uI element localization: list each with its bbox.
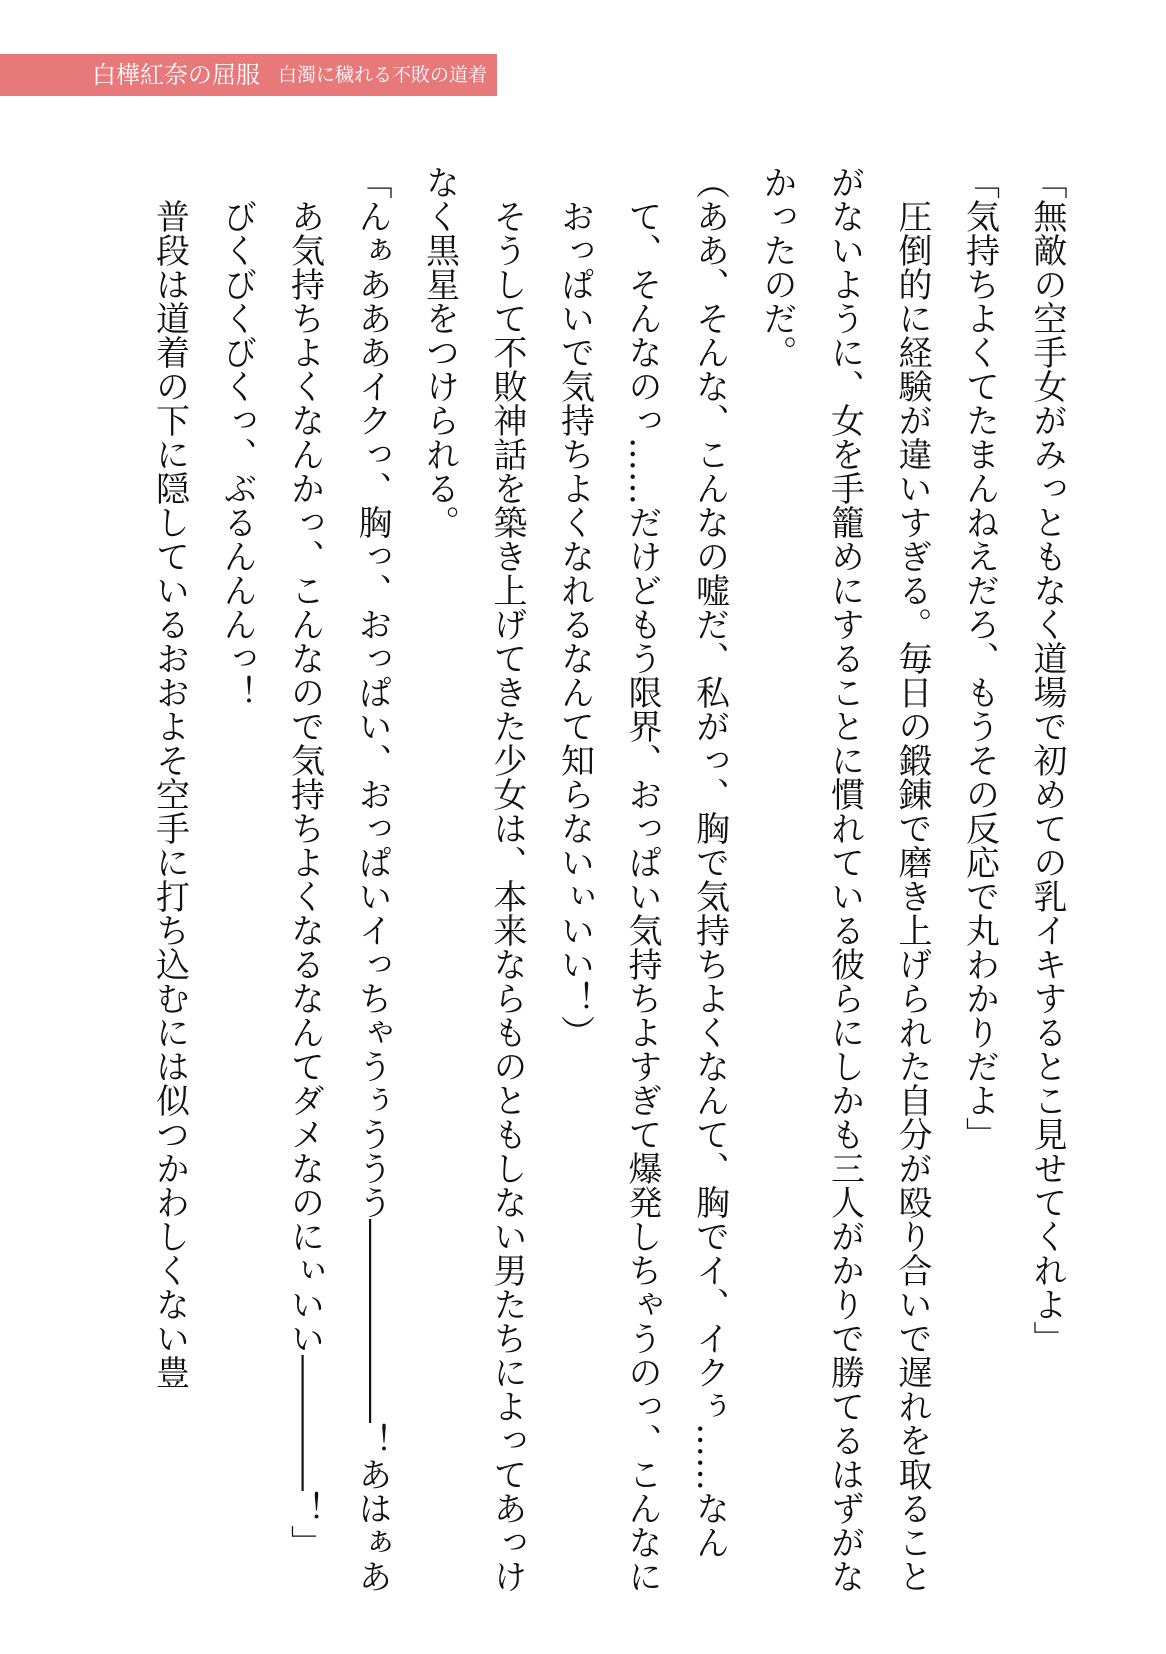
paragraph: 「んぁあああイクっ、胸っ、おっぱい、おっぱいイっちゃうぅううう――――――！あはぁああ気持ちよくなんかっ、こんなので気持ちよくなるなんてダメなのにぃいい――――！」 [284, 165, 392, 1593]
paragraph: びくびくびくっ、ぶるんんんっ！ [217, 199, 257, 709]
paragraph: 普段は道着の下に隠しているおおよそ空手に打ち込むには似つかわしくない豊 [149, 199, 190, 1389]
paragraph: （ああ、そんな、こんなの嘘だ、私がっ、胸で気持ちよくなんて、胸でイ、イクぅ……なんて、そんなのっ……だけどもう限界、おっぱい気持ちよすぎて爆発しちゃうのっ、こんなにおっぱいで気持ちよくなれるなんて知らないぃいい！） [554, 165, 730, 1593]
paragraph: 「無敵の空手女がみっともなく道場で初めての乳イキするとこ見せてくれよ」 [1027, 165, 1067, 1355]
paragraph: 「気持ちよくてたまんねえだろ、もうその反応で丸わかりだよ」 [959, 165, 1000, 1151]
chapter-title: 白濁に穢れる不敗の道着 [278, 64, 488, 86]
header-band [0, 54, 497, 96]
paragraph: 圧倒的に経験が違いすぎる。毎日の鍛錬で磨き上げられた自分が殴り合いで遅れを取ることがないように、女を手籠めにすることに慣れている彼らにしかも三人がかりで勝てるはずがなかったのだ。 [757, 165, 932, 1593]
book-title: 白樺紅奈の屈服 [92, 61, 260, 89]
paragraph: そうして不敗神話を築き上げてきた少女は、本来ならものともしない男たちによってあっけなく黒星をつけられる。 [419, 165, 527, 1593]
body-text [60, 165, 1080, 1595]
